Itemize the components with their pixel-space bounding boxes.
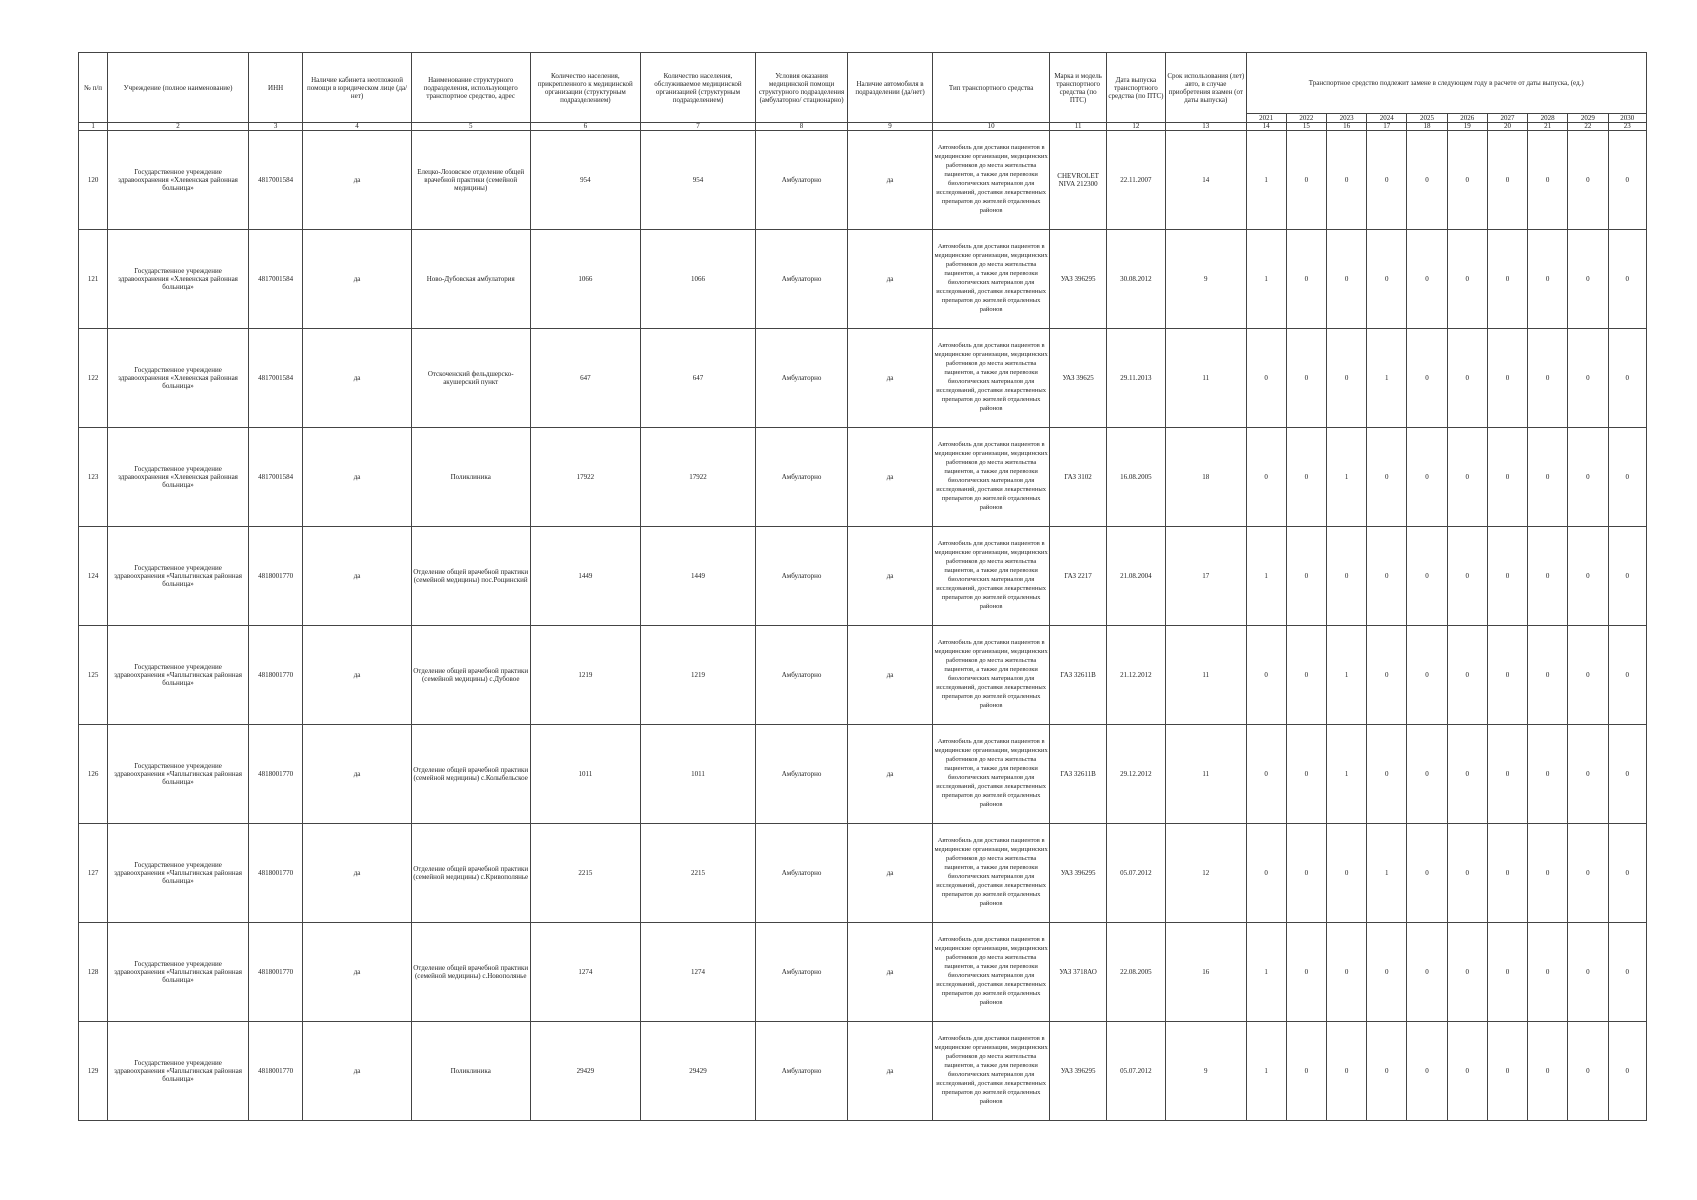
cell-year-value: 0 <box>1568 923 1608 1022</box>
cell-pop-served: 954 <box>641 131 756 230</box>
cell-service-term: 9 <box>1166 230 1246 329</box>
cell-year-value: 0 <box>1367 1022 1407 1121</box>
column-number: 12 <box>1106 123 1165 131</box>
column-number: 1 <box>79 123 108 131</box>
cell-institution: Государственное учреждение здравоохранения «Хлевенская районная больница» <box>108 329 249 428</box>
cell-year-value: 0 <box>1608 329 1647 428</box>
cell-year-value: 0 <box>1246 428 1286 527</box>
cell-service-term: 12 <box>1166 824 1246 923</box>
cell-release-date: 22.11.2007 <box>1106 131 1165 230</box>
cell-unit: Отделение общей врачебной практики (семейной медицины) с.Кривополянье <box>411 824 530 923</box>
cell-no: 124 <box>79 527 108 626</box>
cell-year-value: 0 <box>1447 527 1487 626</box>
column-number: 16 <box>1326 123 1366 131</box>
cell-no: 122 <box>79 329 108 428</box>
cell-institution: Государственное учреждение здравоохранения «Чаплыгинская районная больница» <box>108 626 249 725</box>
cell-year-value: 0 <box>1487 725 1527 824</box>
table-row <box>79 725 1647 824</box>
cell-car-available: да <box>848 923 932 1022</box>
cell-year-value: 0 <box>1286 626 1326 725</box>
cell-year-value: 1 <box>1326 428 1366 527</box>
cell-inn: 4817001584 <box>248 131 302 230</box>
cell-pop-served: 1011 <box>641 725 756 824</box>
cell-car-available: да <box>848 428 932 527</box>
cell-year-value: 0 <box>1407 725 1447 824</box>
column-number: 20 <box>1487 123 1527 131</box>
cell-no: 127 <box>79 824 108 923</box>
cell-year-value: 0 <box>1568 824 1608 923</box>
cell-year-value: 1 <box>1326 626 1366 725</box>
cell-year-value: 0 <box>1568 1022 1608 1121</box>
cell-service-term: 17 <box>1166 527 1246 626</box>
cell-service-term: 16 <box>1166 923 1246 1022</box>
cell-conditions: Амбулаторно <box>755 329 848 428</box>
cell-office: да <box>303 923 412 1022</box>
cell-year-value: 0 <box>1447 329 1487 428</box>
cell-year-value: 0 <box>1608 824 1647 923</box>
cell-year-value: 0 <box>1407 1022 1447 1121</box>
cell-year-value: 0 <box>1246 329 1286 428</box>
cell-year-value: 0 <box>1487 230 1527 329</box>
cell-release-date: 21.12.2012 <box>1106 626 1165 725</box>
cell-unit: Отскоченский фельдшерско-акушерский пункт <box>411 329 530 428</box>
column-number: 17 <box>1367 123 1407 131</box>
cell-year-value: 0 <box>1286 428 1326 527</box>
cell-year-value: 0 <box>1326 131 1366 230</box>
table-row <box>79 428 1647 527</box>
cell-year-value: 0 <box>1286 329 1326 428</box>
cell-year-value: 0 <box>1447 230 1487 329</box>
cell-year-value: 0 <box>1286 230 1326 329</box>
cell-year-value: 0 <box>1568 527 1608 626</box>
cell-brand: ГАЗ 3102 <box>1050 428 1106 527</box>
cell-year-value: 1 <box>1367 824 1407 923</box>
cell-year-value: 0 <box>1568 131 1608 230</box>
cell-pop-attached: 2215 <box>530 824 641 923</box>
cell-year-value: 0 <box>1608 626 1647 725</box>
cell-office: да <box>303 428 412 527</box>
column-number: 2 <box>108 123 249 131</box>
cell-pop-attached: 1011 <box>530 725 641 824</box>
cell-year-value: 0 <box>1528 824 1568 923</box>
cell-year-value: 0 <box>1326 1022 1366 1121</box>
column-number: 4 <box>303 123 412 131</box>
header-year: 2026 <box>1447 114 1487 123</box>
cell-office: да <box>303 230 412 329</box>
cell-year-value: 1 <box>1246 923 1286 1022</box>
header-release-date: Дата выпуска транспортного средства (по ПТС) <box>1106 53 1165 123</box>
header-institution: Учреждение (полное наименование) <box>108 53 249 123</box>
cell-inn: 4818001770 <box>248 1022 302 1121</box>
cell-year-value: 0 <box>1568 428 1608 527</box>
cell-release-date: 21.08.2004 <box>1106 527 1165 626</box>
cell-year-value: 0 <box>1286 131 1326 230</box>
header-year: 2028 <box>1528 114 1568 123</box>
cell-pop-served: 1066 <box>641 230 756 329</box>
cell-release-date: 30.08.2012 <box>1106 230 1165 329</box>
table-row <box>79 329 1647 428</box>
column-number: 21 <box>1528 123 1568 131</box>
cell-year-value: 0 <box>1608 428 1647 527</box>
cell-inn: 4817001584 <box>248 230 302 329</box>
cell-year-value: 0 <box>1246 824 1286 923</box>
cell-car-available: да <box>848 824 932 923</box>
cell-brand: УАЗ 396295 <box>1050 1022 1106 1121</box>
cell-pop-attached: 954 <box>530 131 641 230</box>
cell-year-value: 1 <box>1246 1022 1286 1121</box>
cell-brand: УАЗ 396295 <box>1050 824 1106 923</box>
cell-unit: Поликлиника <box>411 1022 530 1121</box>
document-sheet <box>78 52 1647 1121</box>
cell-brand: УАЗ 39625 <box>1050 329 1106 428</box>
column-number: 7 <box>641 123 756 131</box>
cell-year-value: 0 <box>1407 527 1447 626</box>
header-replacement: Транспортное средство подлежит замене в следующем году в расчете от даты выпуска, (ед.) <box>1246 53 1646 114</box>
header-no: № п/п <box>79 53 108 123</box>
header-inn: ИНН <box>248 53 302 123</box>
cell-vehicle-type: Автомобиль для доставки пациентов в медицинские организации, медицинских работников до места жительства пациентов, а также для перевозки биологических материалов для исследований, доставки лекарственных препаратов до жителей отдаленных районов <box>932 428 1050 527</box>
cell-vehicle-type: Автомобиль для доставки пациентов в медицинские организации, медицинских работников до места жительства пациентов, а также для перевозки биологических материалов для исследований, доставки лекарственных препаратов до жителей отдаленных районов <box>932 329 1050 428</box>
cell-year-value: 0 <box>1487 1022 1527 1121</box>
header-year: 2024 <box>1367 114 1407 123</box>
cell-year-value: 0 <box>1568 329 1608 428</box>
cell-conditions: Амбулаторно <box>755 527 848 626</box>
cell-service-term: 11 <box>1166 725 1246 824</box>
cell-year-value: 0 <box>1407 824 1447 923</box>
cell-office: да <box>303 527 412 626</box>
cell-pop-attached: 1449 <box>530 527 641 626</box>
cell-car-available: да <box>848 230 932 329</box>
cell-unit: Ново-Дубовская амбулатория <box>411 230 530 329</box>
cell-pop-attached: 647 <box>530 329 641 428</box>
cell-no: 120 <box>79 131 108 230</box>
cell-office: да <box>303 824 412 923</box>
cell-pop-served: 2215 <box>641 824 756 923</box>
cell-vehicle-type: Автомобиль для доставки пациентов в медицинские организации, медицинских работников до места жительства пациентов, а также для перевозки биологических материалов для исследований, доставки лекарственных препаратов до жителей отдаленных районов <box>932 230 1050 329</box>
cell-vehicle-type: Автомобиль для доставки пациентов в медицинские организации, медицинских работников до места жительства пациентов, а также для перевозки биологических материалов для исследований, доставки лекарственных препаратов до жителей отдаленных районов <box>932 527 1050 626</box>
cell-release-date: 16.08.2005 <box>1106 428 1165 527</box>
cell-year-value: 0 <box>1528 725 1568 824</box>
cell-year-value: 0 <box>1487 329 1527 428</box>
cell-pop-attached: 29429 <box>530 1022 641 1121</box>
table-row <box>79 131 1647 230</box>
cell-inn: 4818001770 <box>248 725 302 824</box>
cell-year-value: 1 <box>1367 329 1407 428</box>
column-number: 19 <box>1447 123 1487 131</box>
cell-brand: УАЗ 396295 <box>1050 230 1106 329</box>
cell-year-value: 0 <box>1367 725 1407 824</box>
cell-year-value: 0 <box>1608 725 1647 824</box>
cell-pop-served: 1219 <box>641 626 756 725</box>
table-row <box>79 230 1647 329</box>
cell-release-date: 22.08.2005 <box>1106 923 1165 1022</box>
column-number: 14 <box>1246 123 1286 131</box>
cell-conditions: Амбулаторно <box>755 626 848 725</box>
cell-year-value: 0 <box>1528 428 1568 527</box>
cell-year-value: 0 <box>1447 923 1487 1022</box>
column-number: 6 <box>530 123 641 131</box>
cell-year-value: 0 <box>1608 131 1647 230</box>
header-brand: Марка и модель транспортного средства (по ПТС) <box>1050 53 1106 123</box>
cell-institution: Государственное учреждение здравоохранения «Чаплыгинская районная больница» <box>108 725 249 824</box>
header-pop-attached: Количество населения, прикрепленного к медицинской организации (структурным подразделением) <box>530 53 641 123</box>
cell-year-value: 0 <box>1367 626 1407 725</box>
cell-car-available: да <box>848 527 932 626</box>
cell-car-available: да <box>848 131 932 230</box>
cell-year-value: 0 <box>1407 626 1447 725</box>
vehicle-replacement-table <box>78 52 1647 1121</box>
cell-year-value: 0 <box>1528 527 1568 626</box>
cell-year-value: 1 <box>1246 230 1286 329</box>
cell-year-value: 0 <box>1528 329 1568 428</box>
cell-year-value: 0 <box>1487 923 1527 1022</box>
column-number: 23 <box>1608 123 1647 131</box>
cell-inn: 4818001770 <box>248 626 302 725</box>
header-year: 2030 <box>1608 114 1647 123</box>
cell-release-date: 29.12.2012 <box>1106 725 1165 824</box>
cell-year-value: 1 <box>1246 527 1286 626</box>
cell-office: да <box>303 626 412 725</box>
cell-release-date: 05.07.2012 <box>1106 1022 1165 1121</box>
cell-pop-served: 647 <box>641 329 756 428</box>
cell-brand: CHEVROLET NIVA 212300 <box>1050 131 1106 230</box>
cell-year-value: 0 <box>1407 230 1447 329</box>
cell-year-value: 0 <box>1246 725 1286 824</box>
cell-office: да <box>303 1022 412 1121</box>
cell-year-value: 0 <box>1447 1022 1487 1121</box>
cell-service-term: 11 <box>1166 329 1246 428</box>
cell-service-term: 18 <box>1166 428 1246 527</box>
header-year: 2023 <box>1326 114 1366 123</box>
cell-year-value: 0 <box>1407 923 1447 1022</box>
column-number: 5 <box>411 123 530 131</box>
header-year: 2029 <box>1568 114 1608 123</box>
cell-unit: Поликлиника <box>411 428 530 527</box>
table-row <box>79 824 1647 923</box>
cell-conditions: Амбулаторно <box>755 230 848 329</box>
column-number: 9 <box>848 123 932 131</box>
cell-year-value: 0 <box>1528 1022 1568 1121</box>
cell-year-value: 0 <box>1608 527 1647 626</box>
header-office: Наличие кабинета неотложной помощи в юридическом лице (да/нет) <box>303 53 412 123</box>
table-body <box>79 131 1647 1121</box>
cell-year-value: 0 <box>1487 626 1527 725</box>
cell-year-value: 1 <box>1326 725 1366 824</box>
cell-conditions: Амбулаторно <box>755 923 848 1022</box>
cell-inn: 4817001584 <box>248 428 302 527</box>
table-row <box>79 1022 1647 1121</box>
cell-conditions: Амбулаторно <box>755 428 848 527</box>
cell-year-value: 0 <box>1286 923 1326 1022</box>
cell-year-value: 0 <box>1608 1022 1647 1121</box>
cell-car-available: да <box>848 626 932 725</box>
cell-year-value: 0 <box>1326 329 1366 428</box>
cell-unit: Отделение общей врачебной практики (семейной медицины) с.Дубовое <box>411 626 530 725</box>
cell-unit: Отделение общей врачебной практики (семейной медицины) пос.Рощинский <box>411 527 530 626</box>
cell-year-value: 0 <box>1326 824 1366 923</box>
cell-year-value: 0 <box>1326 527 1366 626</box>
header-car-available: Наличие автомобиля в подразделении (да/нет) <box>848 53 932 123</box>
cell-year-value: 0 <box>1447 626 1487 725</box>
cell-institution: Государственное учреждение здравоохранения «Чаплыгинская районная больница» <box>108 824 249 923</box>
cell-vehicle-type: Автомобиль для доставки пациентов в медицинские организации, медицинских работников до места жительства пациентов, а также для перевозки биологических материалов для исследований, доставки лекарственных препаратов до жителей отдаленных районов <box>932 626 1050 725</box>
cell-brand: ГАЗ 2217 <box>1050 527 1106 626</box>
column-number: 11 <box>1050 123 1106 131</box>
cell-car-available: да <box>848 1022 932 1121</box>
cell-year-value: 0 <box>1447 725 1487 824</box>
cell-inn: 4817001584 <box>248 329 302 428</box>
cell-pop-served: 29429 <box>641 1022 756 1121</box>
cell-year-value: 0 <box>1447 428 1487 527</box>
cell-unit: Отделение общей врачебной практики (семейной медицины) с.Колыбельское <box>411 725 530 824</box>
table-row <box>79 527 1647 626</box>
cell-year-value: 0 <box>1286 527 1326 626</box>
cell-no: 125 <box>79 626 108 725</box>
cell-no: 128 <box>79 923 108 1022</box>
cell-year-value: 0 <box>1367 428 1407 527</box>
cell-year-value: 1 <box>1246 131 1286 230</box>
cell-year-value: 0 <box>1568 230 1608 329</box>
table-row <box>79 923 1647 1022</box>
cell-unit: Елецко-Лозовское отделение общей врачебной практики (семейной медицины) <box>411 131 530 230</box>
cell-pop-served: 17922 <box>641 428 756 527</box>
cell-vehicle-type: Автомобиль для доставки пациентов в медицинские организации, медицинских работников до места жительства пациентов, а также для перевозки биологических материалов для исследований, доставки лекарственных препаратов до жителей отдаленных районов <box>932 1022 1050 1121</box>
cell-vehicle-type: Автомобиль для доставки пациентов в медицинские организации, медицинских работников до места жительства пациентов, а также для перевозки биологических материалов для исследований, доставки лекарственных препаратов до жителей отдаленных районов <box>932 725 1050 824</box>
cell-release-date: 05.07.2012 <box>1106 824 1165 923</box>
cell-institution: Государственное учреждение здравоохранения «Чаплыгинская районная больница» <box>108 527 249 626</box>
table-header <box>79 53 1647 131</box>
cell-no: 121 <box>79 230 108 329</box>
cell-no: 129 <box>79 1022 108 1121</box>
cell-office: да <box>303 725 412 824</box>
cell-year-value: 0 <box>1447 824 1487 923</box>
cell-year-value: 0 <box>1447 131 1487 230</box>
cell-vehicle-type: Автомобиль для доставки пациентов в медицинские организации, медицинских работников до места жительства пациентов, а также для перевозки биологических материалов для исследований, доставки лекарственных препаратов до жителей отдаленных районов <box>932 131 1050 230</box>
header-service-term: Срок использования (лет) авто, в случае приобретения взамен (от даты выпуска) <box>1166 53 1246 123</box>
cell-year-value: 0 <box>1407 428 1447 527</box>
header-conditions: Условия оказания медицинской помощи структурного подразделения (амбулаторно/ стационарно) <box>755 53 848 123</box>
cell-conditions: Амбулаторно <box>755 131 848 230</box>
cell-inn: 4818001770 <box>248 923 302 1022</box>
column-number: 22 <box>1568 123 1608 131</box>
cell-no: 123 <box>79 428 108 527</box>
header-pop-served: Количество населения, обслуживаемое медицинской организацией (структурным подразделением) <box>641 53 756 123</box>
cell-brand: УАЗ 3718АО <box>1050 923 1106 1022</box>
cell-unit: Отделение общей врачебной практики (семейной медицины) с.Новополянье <box>411 923 530 1022</box>
cell-pop-attached: 17922 <box>530 428 641 527</box>
cell-year-value: 0 <box>1487 824 1527 923</box>
cell-year-value: 0 <box>1326 923 1366 1022</box>
cell-service-term: 11 <box>1166 626 1246 725</box>
cell-pop-attached: 1219 <box>530 626 641 725</box>
cell-release-date: 29.11.2013 <box>1106 329 1165 428</box>
cell-institution: Государственное учреждение здравоохранения «Хлевенская районная больница» <box>108 230 249 329</box>
cell-year-value: 0 <box>1286 824 1326 923</box>
cell-vehicle-type: Автомобиль для доставки пациентов в медицинские организации, медицинских работников до места жительства пациентов, а также для перевозки биологических материалов для исследований, доставки лекарственных препаратов до жителей отдаленных районов <box>932 824 1050 923</box>
cell-institution: Государственное учреждение здравоохранения «Хлевенская районная больница» <box>108 428 249 527</box>
cell-year-value: 0 <box>1528 230 1568 329</box>
column-number: 10 <box>932 123 1050 131</box>
cell-year-value: 0 <box>1407 329 1447 428</box>
cell-conditions: Амбулаторно <box>755 725 848 824</box>
cell-year-value: 0 <box>1568 626 1608 725</box>
cell-car-available: да <box>848 725 932 824</box>
cell-office: да <box>303 131 412 230</box>
cell-year-value: 0 <box>1367 923 1407 1022</box>
cell-conditions: Амбулаторно <box>755 824 848 923</box>
cell-brand: ГАЗ 32611В <box>1050 725 1106 824</box>
cell-year-value: 0 <box>1367 527 1407 626</box>
cell-inn: 4818001770 <box>248 824 302 923</box>
header-year: 2022 <box>1286 114 1326 123</box>
column-number: 18 <box>1407 123 1447 131</box>
header-vehicle-type: Тип транспортного средства <box>932 53 1050 123</box>
cell-car-available: да <box>848 329 932 428</box>
cell-year-value: 0 <box>1568 725 1608 824</box>
header-year: 2021 <box>1246 114 1286 123</box>
column-number: 13 <box>1166 123 1246 131</box>
cell-year-value: 0 <box>1286 1022 1326 1121</box>
cell-no: 126 <box>79 725 108 824</box>
cell-service-term: 9 <box>1166 1022 1246 1121</box>
cell-year-value: 0 <box>1487 131 1527 230</box>
table-row <box>79 626 1647 725</box>
cell-year-value: 0 <box>1487 428 1527 527</box>
cell-year-value: 0 <box>1246 626 1286 725</box>
column-number: 3 <box>248 123 302 131</box>
cell-brand: ГАЗ 32611В <box>1050 626 1106 725</box>
cell-vehicle-type: Автомобиль для доставки пациентов в медицинские организации, медицинских работников до места жительства пациентов, а также для перевозки биологических материалов для исследований, доставки лекарственных препаратов до жителей отдаленных районов <box>932 923 1050 1022</box>
cell-year-value: 0 <box>1367 131 1407 230</box>
cell-pop-served: 1274 <box>641 923 756 1022</box>
cell-pop-attached: 1066 <box>530 230 641 329</box>
column-number: 15 <box>1286 123 1326 131</box>
cell-year-value: 0 <box>1528 626 1568 725</box>
cell-year-value: 0 <box>1367 230 1407 329</box>
header-unit: Наименование структурного подразделения, использующего транспортное средство, адрес <box>411 53 530 123</box>
cell-service-term: 14 <box>1166 131 1246 230</box>
cell-year-value: 0 <box>1528 131 1568 230</box>
column-number: 8 <box>755 123 848 131</box>
cell-institution: Государственное учреждение здравоохранения «Чаплыгинская районная больница» <box>108 923 249 1022</box>
cell-institution: Государственное учреждение здравоохранения «Хлевенская районная больница» <box>108 131 249 230</box>
cell-institution: Государственное учреждение здравоохранения «Чаплыгинская районная больница» <box>108 1022 249 1121</box>
cell-year-value: 0 <box>1286 725 1326 824</box>
cell-pop-served: 1449 <box>641 527 756 626</box>
cell-year-value: 0 <box>1528 923 1568 1022</box>
cell-inn: 4818001770 <box>248 527 302 626</box>
cell-conditions: Амбулаторно <box>755 1022 848 1121</box>
cell-year-value: 0 <box>1608 230 1647 329</box>
cell-year-value: 0 <box>1608 923 1647 1022</box>
cell-year-value: 0 <box>1326 230 1366 329</box>
header-year: 2027 <box>1487 114 1527 123</box>
cell-year-value: 0 <box>1407 131 1447 230</box>
cell-year-value: 0 <box>1487 527 1527 626</box>
cell-office: да <box>303 329 412 428</box>
header-year: 2025 <box>1407 114 1447 123</box>
cell-pop-attached: 1274 <box>530 923 641 1022</box>
